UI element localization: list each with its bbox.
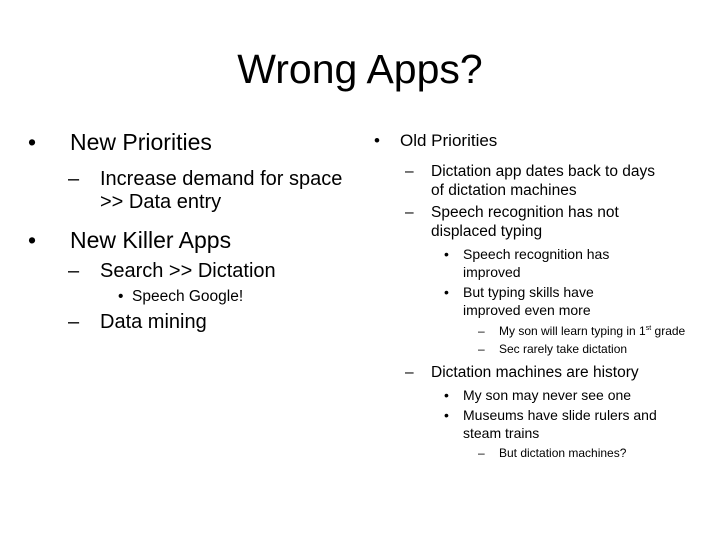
list-item bbox=[368, 162, 666, 200]
list-item bbox=[368, 446, 708, 461]
bullet-text: Dictation machines are history bbox=[431, 364, 639, 381]
bullet-text: Speech recognition has not displaced typing bbox=[431, 204, 619, 240]
right-column bbox=[368, 120, 708, 461]
bullet-icon: • bbox=[444, 407, 449, 423]
bullet-icon: • bbox=[28, 129, 37, 155]
bullet-icon: • bbox=[444, 284, 449, 300]
bullet-text: My son may never see one bbox=[463, 387, 632, 403]
list-item bbox=[368, 283, 643, 319]
bullet-text: New Killer Apps bbox=[70, 227, 232, 253]
dash-icon: – bbox=[405, 364, 414, 381]
bullet-text: Speech Google! bbox=[132, 288, 244, 305]
bullet-text: Data mining bbox=[100, 311, 207, 333]
bullet-text bbox=[499, 324, 685, 338]
bullet-icon: • bbox=[444, 246, 449, 262]
dash-icon: – bbox=[478, 324, 485, 338]
bullet-text: Sec rarely take dictation bbox=[499, 342, 628, 356]
bullet-text: Search >> Dictation bbox=[100, 260, 276, 282]
bullet-icon: • bbox=[374, 131, 380, 150]
bullet-icon: • bbox=[28, 227, 37, 253]
bullet-icon: • bbox=[118, 288, 124, 305]
bullet-text: But typing skills have improved even more bbox=[463, 284, 594, 318]
dash-icon: – bbox=[68, 311, 80, 333]
list-item bbox=[368, 324, 689, 339]
left-column bbox=[28, 120, 348, 334]
list-item bbox=[368, 342, 708, 357]
list-item bbox=[28, 287, 348, 306]
bullet-text: But dictation machines? bbox=[499, 446, 627, 460]
bullet-text: Museums have slide rulers and steam trains bbox=[463, 407, 657, 441]
dash-icon: – bbox=[405, 163, 414, 180]
bullet-text: Old Priorities bbox=[400, 131, 498, 150]
ordinal-suffix: st bbox=[645, 325, 652, 332]
bullet-text: Dictation app dates back to days of dictation machines bbox=[431, 163, 656, 199]
bullet-text: Increase demand for space >> Data entry bbox=[100, 168, 343, 213]
dash-icon: – bbox=[405, 204, 414, 221]
dash-icon: – bbox=[68, 168, 80, 190]
list-item bbox=[28, 128, 348, 156]
list-item bbox=[28, 260, 348, 283]
dash-icon: – bbox=[68, 260, 80, 282]
bullet-text: New Priorities bbox=[70, 129, 212, 155]
dash-icon: – bbox=[478, 342, 485, 356]
list-item bbox=[368, 406, 663, 442]
bullet-text: Speech recognition has improved bbox=[463, 246, 610, 280]
list-item bbox=[368, 386, 708, 404]
bullet-text-part: My son will learn typing in 1 bbox=[499, 324, 646, 338]
bullet-text-part: grade bbox=[651, 324, 686, 338]
slide-title: Wrong Apps? bbox=[237, 46, 483, 92]
dash-icon: – bbox=[478, 446, 485, 460]
list-item bbox=[368, 203, 666, 241]
list-item bbox=[368, 130, 708, 151]
list-item bbox=[28, 311, 348, 334]
list-item bbox=[368, 363, 708, 382]
bullet-icon: • bbox=[444, 387, 449, 403]
list-item bbox=[28, 168, 350, 214]
list-item bbox=[28, 226, 348, 254]
list-item bbox=[368, 245, 643, 281]
